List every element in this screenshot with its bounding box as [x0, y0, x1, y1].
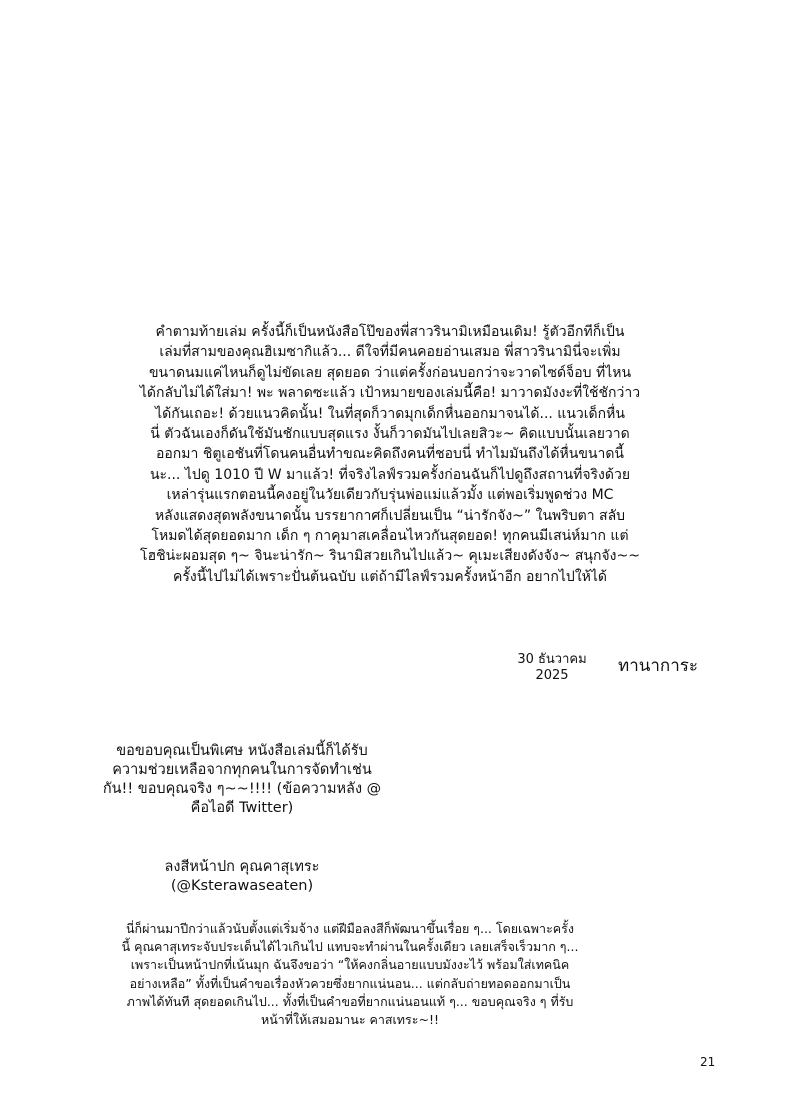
afterword-line: ขนาดนมแค่ไหนก็ดูไม่ขัดเลย สุดยอด ว่าแต่ครั้งก่อนบอกว่าจะวาดไซด์จ็อบ ที่ไหน: [148, 364, 632, 381]
closing-line: เพราะเป็นหน้าปกที่เน้นมุก ฉันจึงขอว่า “ให้คงกลิ่นอายแบบมังงะไว้ พร้อมใส่เทคนิค: [130, 957, 570, 973]
cover-credit-line: ลงสีหน้าปก คุณคาสุเทระ: [164, 859, 320, 875]
thanks-line: ขอขอบคุณเป็นพิเศษ หนังสือเล่มนี้ก็ได้รับ: [116, 743, 368, 759]
date-year: 2025: [535, 668, 569, 683]
thanks-line: ความช่วยเหลือจากทุกคนในการจัดทำเช่น: [112, 762, 372, 778]
afterword-line: ได้กลับไม่ได้ใส่มา! พะ พลาดซะแล้ว เป้าหมายของเล่มนี้คือ! มาวาดมังงะที่ใช้ชักว่าว: [139, 385, 641, 402]
author-signature: ทานาการะ: [618, 656, 699, 676]
afterword-line: เล่มที่สามของคุณฮิเมซากิแล้ว... ดีใจที่มีคนคอยอ่านเสมอ พี่สาวรินามินี่จะเพิ่ม: [159, 344, 621, 361]
closing-line: ภาพได้ทันที สุดยอดเกินไป... ทั้งที่เป็นคำขอที่ยากแน่นอนแท้ ๆ... ขอบคุณจริง ๆ ที่รับ: [126, 993, 574, 1009]
closing-line: หน้าที่ให้เสมอมานะ คาสเทระ~!!: [261, 1012, 439, 1028]
special-thanks: [92, 742, 392, 818]
afterword-line: ได้กันเถอะ! ด้วยแนวคิดนั้น! ในที่สุดก็วาดมุกเด็กหื่นออกมาจนได้... แนวเด็กหื่น: [155, 405, 625, 422]
afterword-line: โฮชิน่ะผอมสุด ๆ~ จินะน่ารัก~ รินามิสวยเกินไปแล้ว~ คุเมะเสียงดังจัง~ สนุกจัง~~: [140, 548, 640, 565]
afterword-line: ครั้งนี้ไปไม่ได้เพราะปั่นต้นฉบับ แต่ถ้ามีไลฟ์รวมครั้งหน้าอีก อยากไปให้ได้: [172, 568, 608, 585]
afterword-date: [498, 652, 606, 684]
afterword-line: นะ... ไปดู 1010 ปี W มาแล้ว! ที่จริงไลฟ์รวมครั้งก่อนฉันก็ไปดูถึงสถานที่จริงด้วย: [149, 466, 631, 483]
afterword-text: [90, 322, 690, 587]
closing-line: อย่างเหลือ” ทั้งที่เป็นคำขอเรื่องหัวควยซึ่งยากแน่นอน... แต่กลับถ่ายทอดออกมาเป็น: [129, 975, 571, 991]
closing-line: นี่ก็ผ่านมาปีกว่าแล้วนับตั้งแต่เริ่มจ้าง แต่ฝีมือลงสีก็พัฒนาขึ้นเรื่อย ๆ... โดยเฉพาะครั้ง: [126, 921, 574, 936]
cover-credit-handle: (@Ksterawaseaten): [170, 878, 314, 894]
afterword-line: เหล่ารุ่นแรกตอนนี้คงอยู่ในวัยเดียวกับรุ่นพ่อแม่แล้วมั้ง แต่พอเริ่มพูดช่วง MC: [166, 487, 614, 504]
afterword-line: คำตามท้ายเล่ม ครั้งนี้ก็เป็นหนังสือโป๊ของพี่สาวรินามิเหมือนเดิม! รู้ตัวอีกทีก็เป็น: [155, 324, 625, 340]
cover-credit: [92, 858, 392, 896]
page-number: 21: [700, 1055, 716, 1069]
afterword-line: หลังแสดงสุดพลังขนาดนั้น บรรยากาศก็เปลี่ยนเป็น “น่ารักจัง~” ในพริบตา สลับ: [154, 507, 626, 524]
afterword-line: ออกมา ชิตูเอชันที่โดนคนอื่นทำขณะคิดถึงคนที่ชอบนี่ ทำไมมันถึงได้หื่นขนาดนี้: [155, 446, 624, 463]
thanks-line: กัน!! ขอบคุณจริง ๆ~~!!!! (ข้อความหลัง @: [102, 781, 382, 797]
afterword-line: นี่ ตัวฉันเองก็ดันใช้มันชักแบบสุดแรง งั้นก็วาดมันไปเลยสิวะ~ คิดแบบนั้นเลยวาด: [150, 426, 630, 443]
closing-note: [90, 920, 610, 1029]
closing-line: นี้ คุณคาสุเทระจับประเด็นได้ไวเกินไป แทบจะทำผ่านในครั้งเดียว เลยเสร็จเร็วมาก ๆ...: [121, 939, 579, 955]
thanks-line: คือไอดี Twitter): [190, 800, 294, 816]
afterword-line: โหมดได้สุดยอดมาก เด็ก ๆ กาคุมาสเคลื่อนไหวกันสุดยอด! ทุกคนมีเสน่ห์มาก แต่: [151, 528, 629, 545]
date-day-month: 30 ธันวาคม: [517, 652, 587, 667]
